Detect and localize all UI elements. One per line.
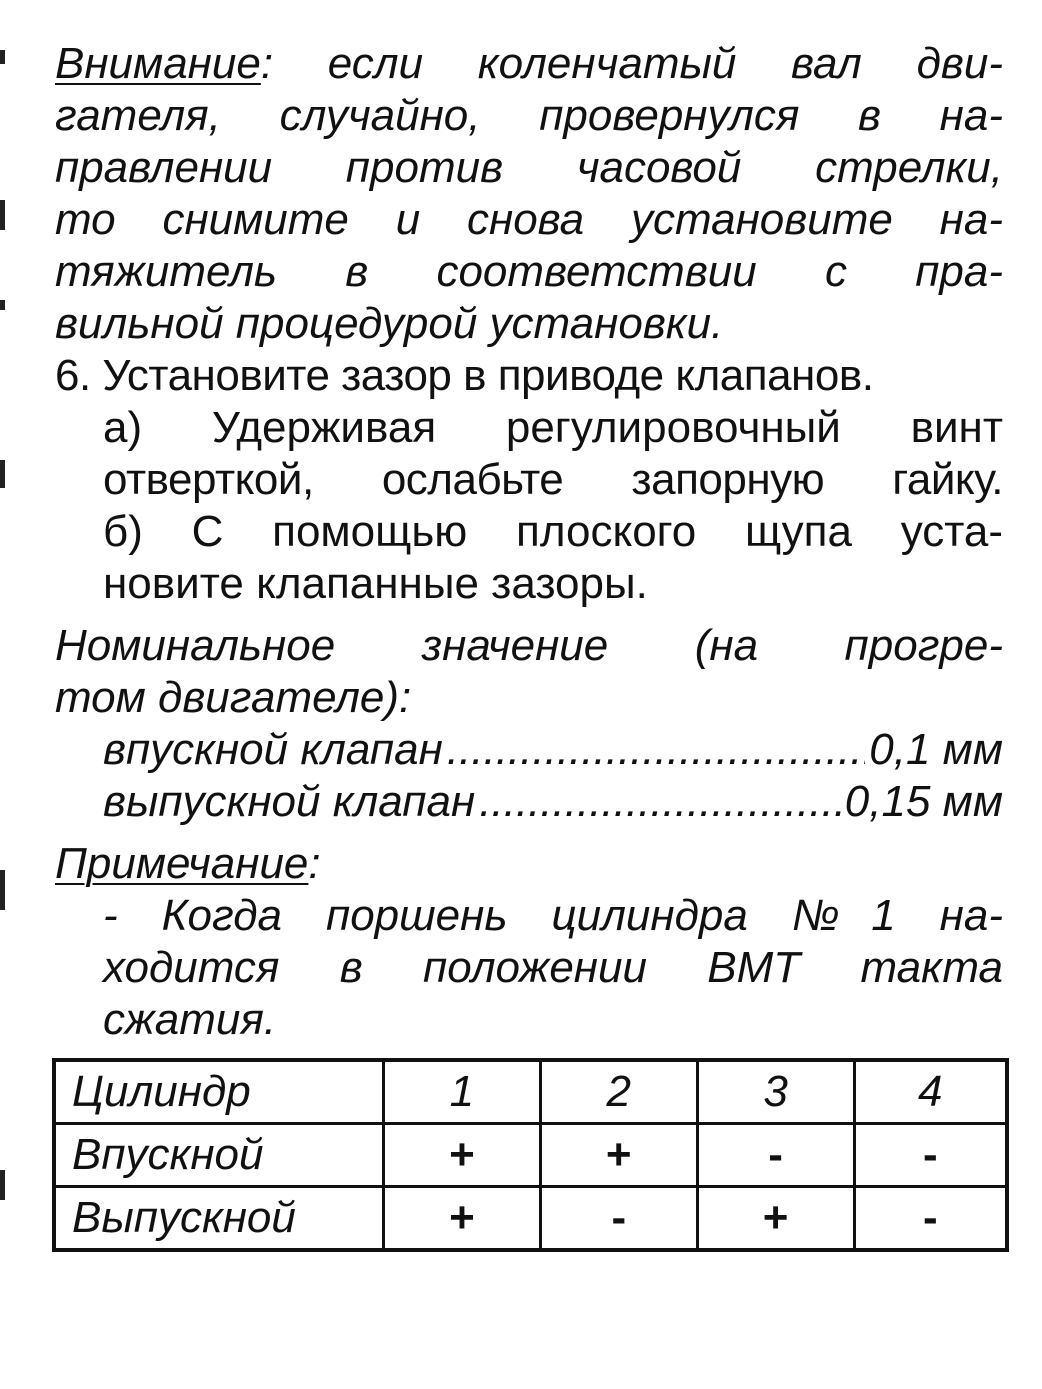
cylinder-valve-table — [52, 1058, 1009, 1252]
table-cell: - — [854, 1124, 1007, 1187]
table-header-cell: Цилиндр — [54, 1060, 384, 1124]
binding-mark — [0, 200, 5, 230]
leader-dots — [447, 724, 865, 776]
warning-line: правлении против часовой стрелки, — [55, 143, 1003, 192]
table-header-cell: 3 — [697, 1060, 854, 1124]
intake-value: 0,1 мм — [869, 725, 1003, 774]
exhaust-value: 0,15 мм — [844, 777, 1003, 826]
table-cell: - — [854, 1187, 1007, 1251]
step-6a-line: отверткой, ослабьте запорную гайку. — [103, 455, 1003, 504]
leader-dots — [479, 776, 841, 828]
binding-mark — [0, 1170, 5, 1200]
binding-mark — [0, 870, 5, 910]
exhaust-label: выпускной клапан — [103, 777, 476, 826]
note-heading: Примечание: — [55, 839, 321, 888]
nominal-values — [55, 620, 1003, 828]
table-cell: - — [697, 1124, 854, 1187]
warning-line: то снимите и снова установите на- — [55, 195, 1003, 244]
table-row — [54, 1124, 1007, 1187]
table-cell: - — [540, 1187, 697, 1251]
note-line: ходится в положении ВМТ такта — [103, 943, 1003, 992]
note-line: сжатия. — [103, 995, 277, 1044]
nominal-line: Номинальное значение (на прогре- — [55, 621, 1003, 670]
note-label: Примечание — [55, 839, 309, 888]
binding-mark — [0, 300, 5, 310]
binding-mark — [0, 460, 5, 488]
step-6b-line: б) С помощью плоского щупа уста- — [103, 507, 1003, 556]
table-cell: + — [384, 1124, 541, 1187]
note-paragraph — [55, 838, 1003, 1046]
warning-line: вильной процедурой установки. — [55, 299, 724, 348]
warning-line: гателя, случайно, провернулся в на- — [55, 91, 1003, 140]
table-row — [54, 1187, 1007, 1251]
warning-line: тяжитель в соответствии с пра- — [55, 247, 1003, 296]
intake-label: впускной клапан — [103, 725, 443, 774]
table-header-cell: 2 — [540, 1060, 697, 1124]
table-header-cell: 1 — [384, 1060, 541, 1124]
table-header-row — [54, 1060, 1007, 1124]
step-6 — [55, 350, 1003, 610]
warning-line: Внимание: если коленчатый вал дви- — [55, 39, 1003, 88]
step-6-title: 6. Установите зазор в приводе клапанов. — [55, 351, 874, 400]
intake-clearance-spec — [103, 724, 1003, 776]
step-6b-line: новите клапанные зазоры. — [103, 559, 648, 608]
warning-label: Внимание — [55, 39, 261, 88]
table-row-label: Впускной — [54, 1124, 384, 1187]
table-header-cell: 4 — [854, 1060, 1007, 1124]
note-line: - Когда поршень цилиндра №1 на- — [103, 891, 1003, 940]
table-row-label: Выпускной — [54, 1187, 384, 1251]
exhaust-clearance-spec — [103, 776, 1003, 828]
table-cell: + — [540, 1124, 697, 1187]
table-cell: + — [697, 1187, 854, 1251]
warning-paragraph — [55, 38, 1003, 350]
binding-mark — [0, 50, 5, 64]
text-body — [55, 38, 1003, 1046]
table-cell: + — [384, 1187, 541, 1251]
nominal-line: том двигателе): — [55, 673, 412, 722]
step-6a-line: а) Удерживая регулировочный винт — [103, 403, 1003, 452]
